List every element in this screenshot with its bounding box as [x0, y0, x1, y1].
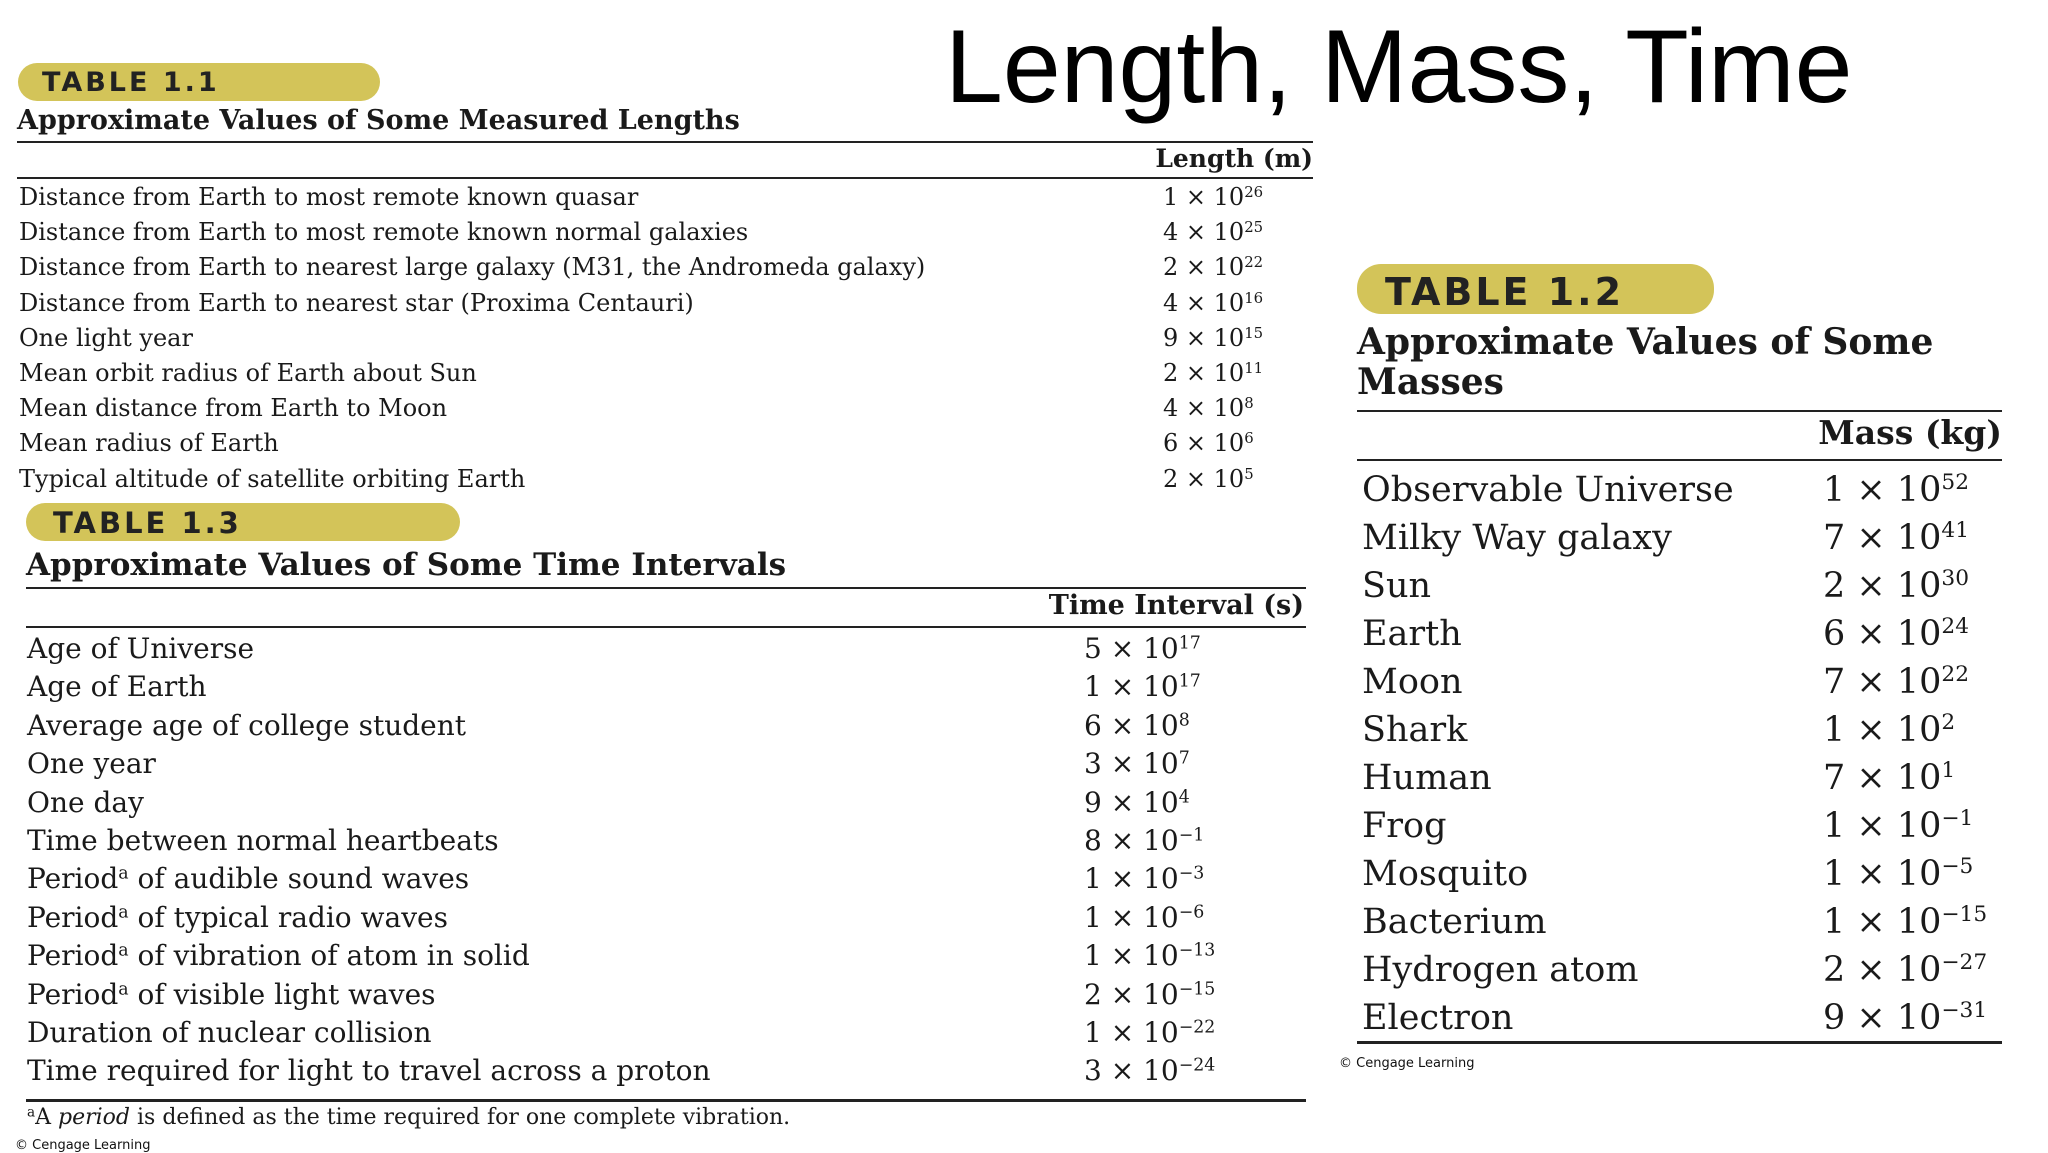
row-value: $7 \times 10^1$: [1823, 758, 1956, 798]
table-1-3-footnote: [27, 1105, 790, 1130]
table-row: [19, 253, 1264, 282]
row-label: Mean radius of Earth: [19, 429, 279, 458]
row-value: $2 \times 10^{22}$: [1163, 253, 1264, 282]
row-value: $8 \times 10^{-1}$: [1084, 824, 1205, 857]
row-label: One year: [27, 747, 156, 781]
table-row: [19, 182, 1264, 211]
table-row: [27, 1016, 1216, 1049]
row-value: $2 \times 10^{30}$: [1823, 566, 1969, 606]
row-label: Milky Way galaxy: [1362, 518, 1672, 558]
row-label: Period$^a$ of vibration of atom in solid: [27, 939, 530, 973]
row-label: Mean orbit radius of Earth about Sun: [19, 359, 477, 387]
table-row: [1362, 998, 1988, 1038]
row-value: $1 \times 10^{-6}$: [1084, 900, 1205, 934]
table-row: [19, 323, 1264, 352]
row-value: $1 \times 10^2$: [1823, 710, 1956, 750]
row-label: One day: [27, 785, 144, 819]
row-label: Electron: [1362, 998, 1514, 1038]
table-row: [27, 747, 1190, 781]
row-label: Age of Earth: [27, 670, 207, 704]
table-row: [19, 218, 1264, 247]
row-value: $1 \times 10^{-5}$: [1823, 854, 1974, 894]
table-row: [27, 939, 1216, 973]
table-row: [27, 785, 1190, 819]
table-1-2-credit: © Cengage Learning: [1339, 1056, 1475, 1071]
table-row: [27, 670, 1201, 704]
row-label: Duration of nuclear collision: [27, 1016, 432, 1049]
table-1-1-header-rule: [17, 177, 1313, 179]
row-value: $1 \times 10^{17}$: [1084, 670, 1201, 704]
table-row: [1362, 470, 1969, 510]
row-value: $6 \times 10^{24}$: [1823, 614, 1969, 654]
table-row: [19, 358, 1264, 387]
row-label: Distance from Earth to nearest large galaxy (M31, the Andromeda galaxy): [19, 253, 926, 282]
row-label: Sun: [1362, 566, 1432, 606]
table-1-2-header-rule: [1357, 459, 2002, 461]
row-value: $3 \times 10^7$: [1084, 747, 1190, 781]
row-value: $1 \times 10^{-13}$: [1084, 939, 1216, 973]
footnote-mark: a: [27, 1104, 36, 1121]
table-row: [1362, 566, 1969, 606]
row-label: Time between normal heartbeats: [27, 824, 499, 857]
row-value: $1 \times 10^{26}$: [1163, 182, 1264, 211]
row-value: $7 \times 10^{22}$: [1823, 662, 1969, 702]
row-value: $2 \times 10^5$: [1163, 464, 1254, 493]
row-value: $4 \times 10^8$: [1163, 394, 1254, 423]
table-row: [19, 394, 1254, 423]
table-1-3-header-rule: [26, 626, 1306, 628]
row-label: Period$^a$ of visible light waves: [27, 977, 436, 1011]
row-label: Age of Universe: [27, 632, 255, 665]
table-1-2-column-header: Mass (kg): [1818, 413, 2002, 452]
table-1-3-bottom-rule: [26, 1099, 1306, 1102]
table-row: [1362, 950, 1988, 990]
row-label: Mean distance from Earth to Moon: [19, 394, 448, 423]
table-row: [1362, 806, 1974, 846]
row-label: Human: [1362, 758, 1492, 798]
row-label: Mosquito: [1362, 854, 1529, 894]
slide-title: Length, Mass, Time: [945, 9, 1853, 125]
footnote-emphasis: period: [58, 1105, 130, 1130]
table-1-1-top-rule: [17, 141, 1313, 143]
row-label: Distance from Earth to most remote known normal galaxies: [19, 218, 749, 247]
footnote-pre: A: [35, 1105, 59, 1130]
row-value: $4 \times 10^{16}$: [1163, 288, 1264, 317]
table-1-3-caption: Approximate Values of Some Time Intervals: [26, 547, 787, 583]
table-row: [1362, 758, 1956, 798]
row-label: Typical altitude of satellite orbiting Earth: [19, 464, 526, 493]
row-value: $1 \times 10^{52}$: [1823, 470, 1969, 510]
table-row: [1362, 854, 1974, 894]
row-label: Distance from Earth to most remote known quasar: [19, 183, 639, 211]
row-value: $6 \times 10^6$: [1163, 429, 1254, 458]
row-value: $3 \times 10^{-24}$: [1084, 1054, 1216, 1088]
table-1-1-column-header: Length (m): [1155, 144, 1313, 173]
row-label: Time required for light to travel across a proton: [27, 1054, 711, 1088]
table-1-3-column-header: Time Interval (s): [1048, 590, 1304, 621]
row-value: $2 \times 10^{-15}$: [1084, 977, 1216, 1011]
row-label: Earth: [1362, 614, 1462, 654]
row-value: $1 \times 10^{-3}$: [1084, 862, 1205, 896]
footnote-post: is defined as the time required for one complete vibration.: [130, 1105, 791, 1130]
table-row: [27, 708, 1190, 742]
table-1-2-top-rule: [1357, 410, 2002, 412]
row-label: Hydrogen atom: [1362, 950, 1639, 990]
table-row: [27, 824, 1205, 857]
table-row: [1362, 902, 1988, 942]
row-label: Frog: [1362, 806, 1447, 846]
table-row: [1362, 710, 1956, 750]
table-row: [19, 464, 1254, 493]
table-1-2-caption-line-1: Approximate Values of Some: [1357, 321, 1934, 363]
row-value: $1 \times 10^{-22}$: [1084, 1016, 1216, 1049]
row-label: Period$^a$ of audible sound waves: [27, 862, 470, 896]
row-label: Period$^a$ of typical radio waves: [27, 900, 448, 934]
row-value: $2 \times 10^{-27}$: [1823, 950, 1988, 990]
row-value: $9 \times 10^4$: [1084, 785, 1190, 819]
row-value: $7 \times 10^{41}$: [1823, 518, 1969, 558]
row-value: $2 \times 10^{11}$: [1163, 358, 1264, 387]
table-1-2-bottom-rule: [1357, 1041, 2002, 1044]
row-label: Average age of college student: [27, 708, 467, 742]
table-row: [1362, 614, 1969, 654]
row-label: Bacterium: [1362, 902, 1547, 942]
table-row: [1362, 518, 1969, 558]
table-row: [27, 900, 1205, 934]
table-1-3-credit: © Cengage Learning: [15, 1138, 151, 1153]
row-label: Shark: [1362, 710, 1468, 750]
table-1-2-badge: TABLE 1.2: [1357, 264, 1714, 314]
table-1-3-badge: TABLE 1.3: [26, 503, 460, 541]
row-value: $9 \times 10^{-31}$: [1823, 998, 1988, 1038]
row-label: Observable Universe: [1362, 470, 1734, 510]
table-row: [27, 977, 1216, 1011]
table-1-1-badge: TABLE 1.1: [18, 63, 380, 101]
row-label: One light year: [19, 323, 193, 352]
row-label: Distance from Earth to nearest star (Proxima Centauri): [19, 288, 694, 317]
table-1-3-top-rule: [26, 587, 1306, 589]
row-value: $5 \times 10^{17}$: [1084, 632, 1201, 665]
table-1-1-caption: Approximate Values of Some Measured Lengths: [17, 105, 740, 136]
row-value: $6 \times 10^8$: [1084, 708, 1190, 742]
row-value: $9 \times 10^{15}$: [1163, 323, 1264, 352]
table-row: [19, 429, 1254, 458]
row-value: $1 \times 10^{-15}$: [1823, 902, 1988, 942]
table-row: [27, 862, 1205, 896]
table-row: [27, 632, 1201, 665]
row-label: Moon: [1362, 662, 1463, 702]
row-value: $4 \times 10^{25}$: [1163, 218, 1264, 247]
table-1-2-caption-line-2: Masses: [1357, 361, 1504, 403]
table-row: [19, 288, 1264, 317]
row-value: $1 \times 10^{-1}$: [1823, 806, 1974, 846]
table-row: [1362, 662, 1969, 702]
table-row: [27, 1054, 1216, 1088]
